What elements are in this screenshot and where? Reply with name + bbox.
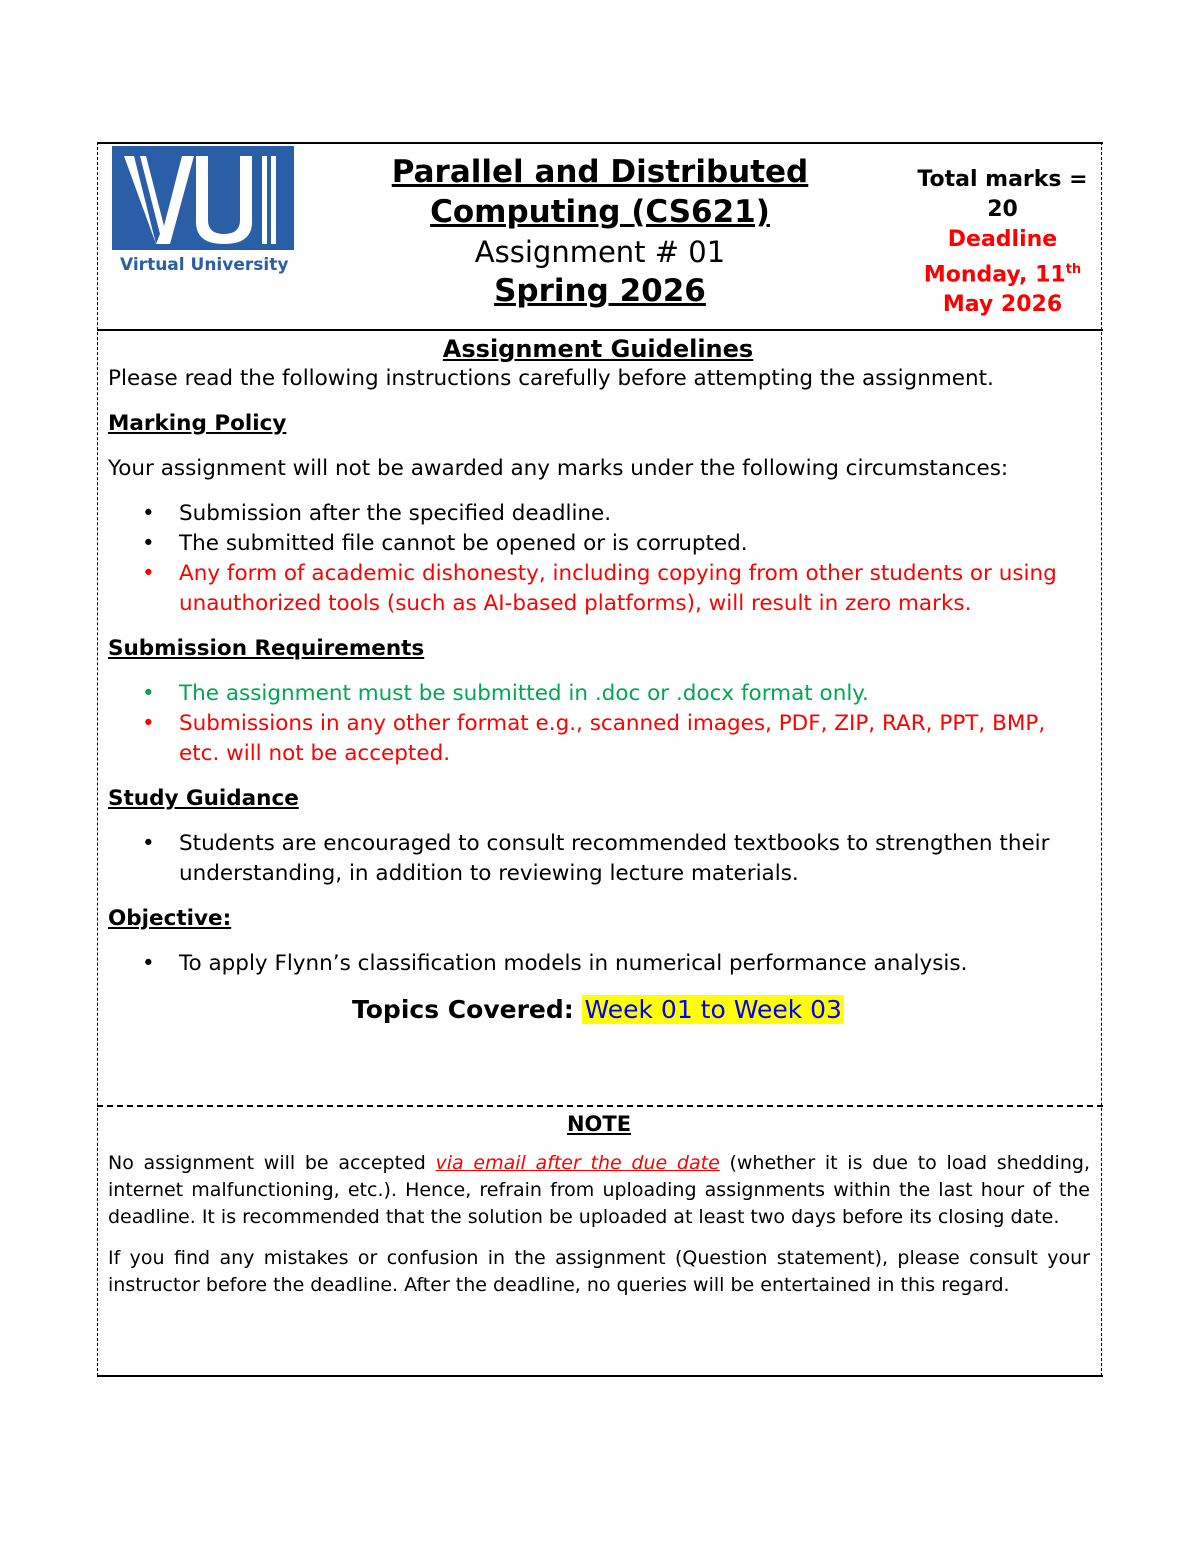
frame-right-border — [1101, 142, 1102, 1376]
topics-value: Week 01 to Week 03 — [584, 995, 842, 1024]
guidelines-title: Assignment Guidelines — [442, 335, 754, 363]
marking-policy-list — [108, 499, 1088, 619]
list-item-text: To apply Flynn’s classification models in numerical performance analysis. — [179, 951, 968, 976]
study-list — [108, 829, 1088, 889]
submission-heading: Submission Requirements — [108, 636, 425, 661]
list-item — [108, 949, 1088, 979]
list-item-text: Students are encouraged to consult recommended textbooks to strengthen their understanding, in addition to reviewing lecture materials. — [179, 831, 1050, 886]
deadline-label: Deadline — [947, 227, 1058, 252]
submission-list — [108, 679, 1088, 769]
note-title: NOTE — [566, 1112, 632, 1136]
bullet-icon: • — [142, 531, 155, 556]
bullet-icon: • — [142, 831, 155, 856]
list-item — [108, 679, 1088, 709]
objective-list — [108, 949, 1088, 979]
deadline-day-text: Monday, 11 — [923, 262, 1066, 288]
frame-top-border — [97, 142, 1103, 144]
bullet-icon: • — [142, 951, 155, 976]
list-item-text: Any form of academic dishonesty, including copying from other students or using unauthorized tools (such as AI-based platforms), will result in zero marks. — [179, 561, 1057, 616]
list-item — [108, 709, 1088, 769]
vu-logo — [112, 146, 294, 276]
note-emphasis: via email after the due date — [435, 1152, 720, 1174]
marking-policy-text: Your assignment will not be awarded any marks under the following circumstances: — [108, 456, 1009, 481]
total-marks: Total marks = 20 — [917, 167, 1088, 222]
note-text: (whether it is due to load shedding, internet malfunctioning, etc.). Hence, refrain from uploading assignments within the last hour of the deadline. It is recommended that the solution be uploaded at least two days before its closing date. — [108, 1152, 1090, 1228]
note-section — [108, 1110, 1090, 1299]
list-item-text: The submitted file cannot be opened or is corrupted. — [179, 531, 748, 556]
deadline-month: May 2026 — [942, 292, 1063, 318]
note-divider — [97, 1105, 1103, 1107]
topics-covered — [108, 993, 1088, 1027]
note-paragraph-2: If you find any mistakes or confusion in the assignment (Question statement), please consult your instructor before the deadline. After the deadline, no queries will be entertained in this regard. — [108, 1247, 1090, 1296]
note-text: No assignment will be accepted — [108, 1152, 436, 1174]
study-heading: Study Guidance — [108, 786, 299, 811]
header-divider — [97, 329, 1103, 331]
guidelines-intro: Please read the following instructions carefully before attempting the assignment. — [108, 366, 994, 391]
assignment-number: Assignment # 01 — [474, 235, 726, 269]
list-item-text: Submissions in any other format e.g., scanned images, PDF, ZIP, RAR, PPT, BMP, etc. will not be accepted. — [179, 711, 1046, 766]
course-title: Parallel and Distributed Computing (CS621) — [391, 154, 809, 230]
frame-left-border — [97, 142, 98, 1376]
list-item — [108, 529, 1088, 559]
list-item — [108, 829, 1088, 889]
frame-bottom-border — [97, 1375, 1103, 1377]
list-item — [108, 559, 1088, 619]
bullet-icon: • — [142, 501, 155, 526]
logo-text: Virtual University — [120, 255, 289, 275]
topics-label: Topics Covered: — [352, 995, 574, 1024]
objective-heading: Objective: — [108, 906, 232, 931]
deadline-day — [910, 255, 1095, 290]
marks-deadline-block — [910, 165, 1095, 320]
guidelines-section — [108, 334, 1088, 1027]
title-block — [380, 152, 820, 310]
bullet-icon: • — [142, 711, 155, 736]
term: Spring 2026 — [494, 273, 706, 309]
bullet-icon: • — [142, 561, 155, 586]
marking-policy-heading: Marking Policy — [108, 411, 287, 436]
list-item-text: Submission after the specified deadline. — [179, 501, 612, 526]
note-paragraph-1 — [108, 1150, 1090, 1231]
bullet-icon: • — [142, 681, 155, 706]
list-item — [108, 499, 1088, 529]
list-item-text: The assignment must be submitted in .doc or .docx format only. — [179, 681, 869, 706]
deadline-sup: th — [1065, 262, 1082, 277]
